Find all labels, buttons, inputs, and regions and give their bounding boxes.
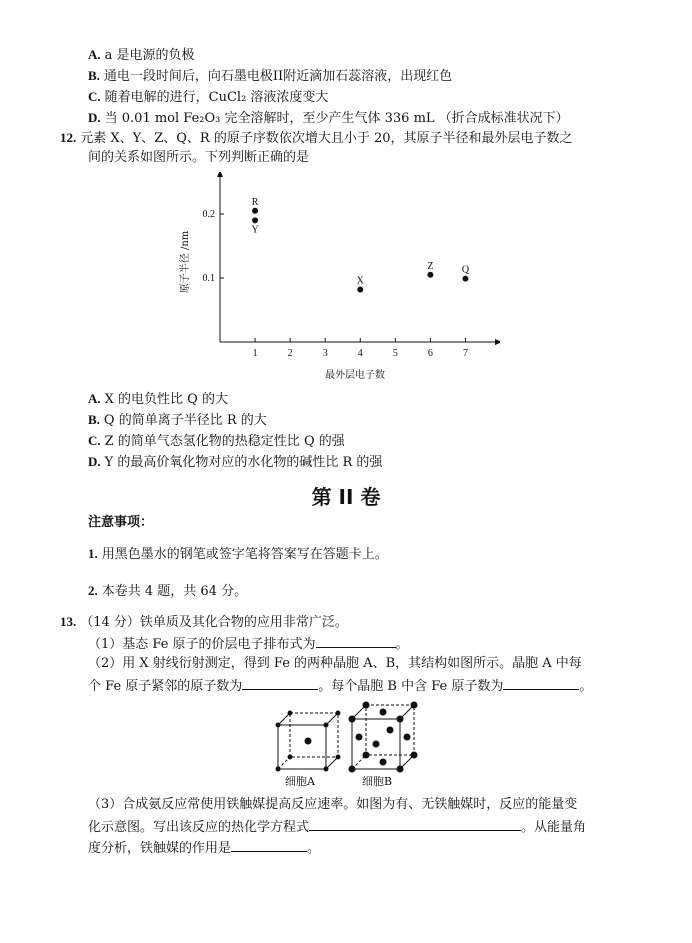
q13-part2-text-b: 个 Fe 原子紧邻的原子数为 <box>88 679 243 694</box>
q12-stem-text-2: 间的关系如图所示。下列判断正确的是 <box>88 150 310 165</box>
answer-blank[interactable] <box>309 818 521 831</box>
x-axis-arrow <box>495 339 500 345</box>
note-2 <box>88 583 247 600</box>
data-point-r <box>252 208 258 214</box>
note-number: 2. <box>88 583 98 598</box>
note-number: 1. <box>88 546 98 561</box>
data-point-x <box>357 287 363 293</box>
y-tick-label: 0.2 <box>202 209 215 220</box>
section-title: 第 II 卷 <box>311 485 381 509</box>
option-text: X 的电负性比 Q 的大 <box>104 392 228 407</box>
option-text: a 是电源的负极 <box>104 48 195 63</box>
answer-blank[interactable] <box>231 839 307 852</box>
q12-option-a <box>88 391 228 408</box>
q12-option-b <box>88 412 267 429</box>
q13-part1 <box>88 635 409 653</box>
q12-stem-text: 元素 X、Y、Z、Q、R 的原子序数依次增大且小于 20，其原子半径和最外层电子数之 <box>80 131 573 146</box>
q13-part3-line2 <box>88 818 586 836</box>
option-text: Z 的简单气态氢化物的热稳定性比 Q 的强 <box>104 434 345 449</box>
q13-part3-text-d: 度分析，铁触媒的作用是 <box>88 841 232 856</box>
q13-part2-text: （2）用 X 射线衍射测定，得到 Fe 的两种晶胞 A、B，其结构如图所示。晶胞 A 中每 <box>88 656 582 671</box>
y-axis-label: 原子半径 /nm <box>180 230 191 294</box>
x-tick-label: 6 <box>427 348 433 359</box>
answer-blank[interactable] <box>503 677 579 690</box>
q13-part2-line1 <box>88 656 582 672</box>
question-number: 12. <box>60 130 77 145</box>
q13-part3-line3 <box>88 839 320 857</box>
note-text: 用黑色墨水的钢笔或签字笔将答案写在答题卡上。 <box>101 547 388 562</box>
answer-blank[interactable] <box>242 677 318 690</box>
point-label-x: X <box>356 275 364 287</box>
x-tick-label: 2 <box>287 348 293 359</box>
q13-intro-text: （14 分）铁单质及其化合物的应用非常广泛。 <box>80 615 348 630</box>
x-tick-label: 5 <box>392 348 398 359</box>
question-number: 13. <box>60 614 77 629</box>
cell-a-label: 细胞A <box>285 775 315 788</box>
point-label-r: R <box>251 196 259 208</box>
cell-b-label: 细胞B <box>362 775 393 788</box>
option-label: C. <box>88 89 101 104</box>
option-label: A. <box>88 47 101 62</box>
q13-part3-text-c: 。从能量角 <box>521 820 587 835</box>
y-tick-label: 0.1 <box>202 273 215 284</box>
punctuation: 。 <box>579 679 593 694</box>
notice-heading: 注意事项： <box>88 515 154 530</box>
q13-part3-line1 <box>88 797 577 813</box>
data-point-y <box>252 217 258 223</box>
x-tick-label: 1 <box>252 348 258 359</box>
option-text: 随着电解的进行，CuCl₂ 溶液浓度变大 <box>104 90 329 105</box>
q12-stem-line2 <box>88 150 309 166</box>
option-label: A. <box>88 391 101 406</box>
q12-stem-line1 <box>60 130 573 147</box>
x-tick-label: 7 <box>462 348 468 359</box>
data-point-z <box>427 272 433 278</box>
option-label: B. <box>88 412 100 427</box>
note-text: 本卷共 4 题，共 64 分。 <box>101 584 248 599</box>
data-point-q <box>462 276 468 282</box>
option-label: D. <box>88 110 101 125</box>
option-label: D. <box>88 454 101 469</box>
q13-intro <box>60 614 348 631</box>
punctuation: 。 <box>395 637 409 652</box>
note-1 <box>88 546 388 563</box>
q11-option-d <box>88 110 569 127</box>
x-tick-label: 3 <box>322 348 328 359</box>
y-axis-arrow <box>217 172 223 177</box>
q12-option-d <box>88 454 382 471</box>
option-text: 通电一段时间后，向石墨电极II附近滴加石蕊溶液，出现红色 <box>103 69 453 84</box>
q13-part3-text: （3）合成氨反应常使用铁触媒提高反应速率。如图为有、无铁触媒时，反应的能量变 <box>88 797 578 812</box>
x-axis-label: 最外层电子数 <box>325 370 385 381</box>
point-label-y: Y <box>251 224 259 236</box>
option-text: Q 的简单离子半径比 R 的大 <box>103 413 267 428</box>
option-label: C. <box>88 433 101 448</box>
point-label-q: Q <box>461 264 470 276</box>
q13-part2-text-c: 。每个晶胞 B 中含 Fe 原子数为 <box>318 679 504 694</box>
x-tick-label: 4 <box>357 348 363 359</box>
q11-option-b <box>88 68 452 85</box>
point-label-z: Z <box>427 260 434 272</box>
q12-option-c <box>88 433 345 450</box>
option-label: B. <box>88 68 100 83</box>
option-text: 当 0.01 mol Fe₂O₃ 完全溶解时，至少产生气体 336 mL （折合成标准状况下） <box>104 111 569 126</box>
radius-scatter-chart <box>170 172 500 384</box>
q11-option-a <box>88 47 195 64</box>
q13-part1-text: （1）基态 Fe 原子的价层电子排布式为 <box>88 637 316 652</box>
option-text: Y 的最高价氧化物对应的水化物的碱性比 R 的强 <box>104 455 383 470</box>
q13-part2-line2 <box>88 677 592 695</box>
q13-part3-text-b: 化示意图。写出该反应的热化学方程式 <box>88 820 310 835</box>
answer-blank[interactable] <box>316 635 396 648</box>
punctuation: 。 <box>307 841 321 856</box>
q11-option-c <box>88 89 328 106</box>
